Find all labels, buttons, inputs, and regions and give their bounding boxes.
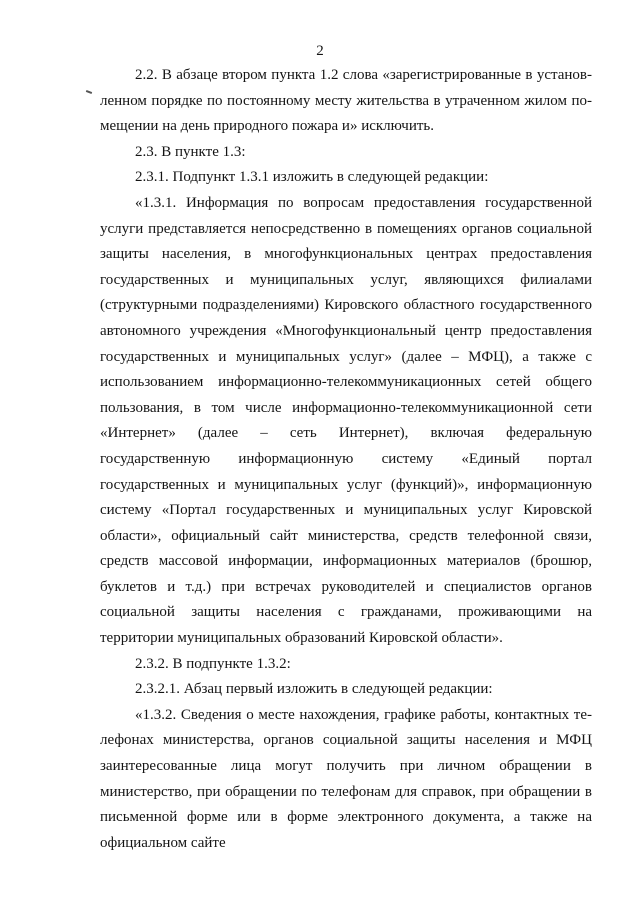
paragraph-2-3-1: 2.3.1. Подпункт 1.3.1 изложить в следующей редакции: [135,169,489,186]
paragraph-2-3: 2.3. В пункте 1.3: [135,143,246,160]
paragraph-1-3-2-quote: «1.3.2. Сведения о месте нахождения, графике работы, контактных телефонах министерства, органов социальной защиты населения и МФЦ заинтересованные лица могут получить при личном обращении в министерство, при обращении по телефонам для справок, при обращении в письменной форме или в форме электронного документа, а также на официальном сайте [100,706,592,851]
document-body [100,63,592,856]
paragraph-2-3-2-1: 2.3.2.1. Абзац первый изложить в следующей редакции: [135,681,493,698]
page-number: 2 [316,43,324,59]
paragraph-2-2: 2.2. В абзаце втором пункта 1.2 слова «зарегистрированные в установленном порядке по постоянному месту жительства в утраченном жилом помещении на день природного пожара и» исключить. [100,67,592,135]
paragraph-2-3-2: 2.3.2. В подпункте 1.3.2: [135,655,291,672]
paragraph-1-3-1-quote: «1.3.1. Информация по вопросам предоставления государственной услуги представляется непосредственно в помещениях органов социальной защиты населения, в многофункциональных центрах предоставления государственных и муниципальных услуг, являющихся филиалами (структурными подразделениями) Кировского областного государственного автономного учреждения «Многофункциональный центр предоставления государственных и муниципальных услуг» (далее – МФЦ), а также с использованием информационно-телекоммуникационных сетей общего пользования, в том числе информационно-телекоммуникационной сети «Интернет» (далее – сеть Интернет), включая федеральную государственную информационную систему «Единый портал государственных и муниципальных услуг (функций)», информационную систему «Портал государственных и муниципальных услуг Кировской области», официальный сайт министерства, средств телефонной связи, средств массовой информации, информационных материалов (брошюр, буклетов и т.д.) при встречах руководителей и специалистов органов социальной защиты населения с гражданами, проживающими на территории муниципальных образований Кировской области». [100,194,592,647]
scan-artifact [86,90,92,94]
